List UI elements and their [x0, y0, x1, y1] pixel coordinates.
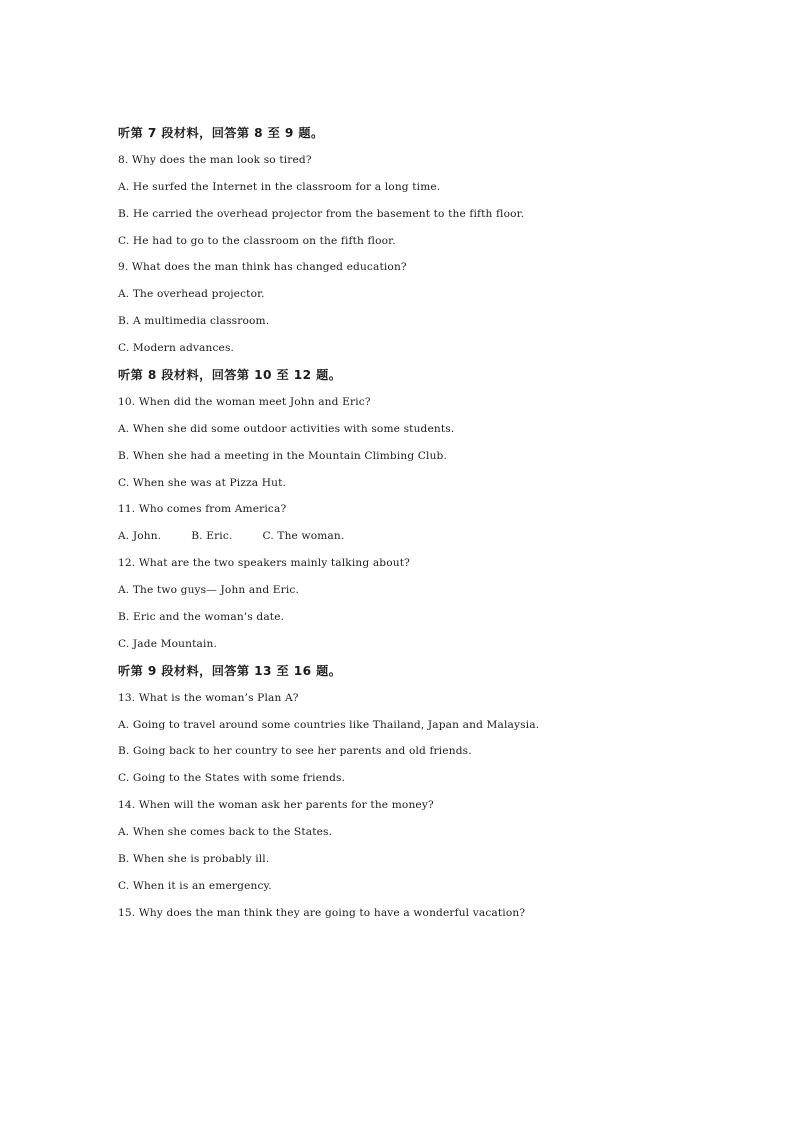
- option-10c: C. When she was at Pizza Hut.: [118, 476, 287, 489]
- section-heading: 听第 7 段材料，回答第 8 至 9 题。: [118, 126, 324, 140]
- option-12b: B. Eric and the woman’s date.: [118, 611, 285, 624]
- question-14: 14. When will the woman ask her parents for the money?: [118, 799, 434, 812]
- option-10b: B. When she had a meeting in the Mountain Climbing Club.: [118, 449, 448, 462]
- option-13c: C. Going to the States with some friends.: [118, 772, 346, 785]
- option-12c: C. Jade Mountain.: [118, 637, 218, 650]
- question-10: 10. When did the woman meet John and Eric?: [118, 395, 371, 408]
- option-14c: C. When it is an emergency.: [118, 879, 272, 892]
- option-10a: A. When she did some outdoor activities with some students.: [118, 422, 455, 435]
- option-8b: B. He carried the overhead projector from the basement to the fifth floor.: [118, 207, 525, 220]
- option-11c: C. The woman.: [262, 530, 345, 543]
- option-14a: A. When she comes back to the States.: [118, 826, 333, 839]
- question-11: 11. Who comes from America?: [118, 503, 287, 516]
- option-11a: A. John.: [118, 530, 162, 543]
- section-heading: 听第 9 段材料，回答第 13 至 16 题。: [118, 663, 342, 678]
- option-9b: B. A multimedia classroom.: [118, 315, 270, 328]
- exam-content: [118, 120, 758, 927]
- question-9: 9. What does the man think has changed education?: [118, 261, 407, 274]
- option-8a: A. He surfed the Internet in the classroom for a long time.: [118, 180, 441, 193]
- options-11: [118, 523, 758, 550]
- question-8: 8. Why does the man look so tired?: [118, 153, 312, 166]
- option-9a: A. The overhead projector.: [118, 288, 265, 301]
- option-12a: A. The two guys— John and Eric.: [118, 584, 300, 597]
- option-13b: B. Going back to her country to see her parents and old friends.: [118, 745, 472, 758]
- question-12: 12. What are the two speakers mainly talking about?: [118, 557, 410, 570]
- option-13a: A. Going to travel around some countries like Thailand, Japan and Malaysia.: [118, 718, 540, 731]
- question-15: 15. Why does the man think they are going to have a wonderful vacation?: [118, 906, 526, 919]
- question-13: 13. What is the woman’s Plan A?: [118, 691, 299, 704]
- option-8c: C. He had to go to the classroom on the fifth floor.: [118, 234, 396, 247]
- section-heading: 听第 8 段材料，回答第 10 至 12 题。: [118, 368, 342, 383]
- option-14b: B. When she is probably ill.: [118, 853, 270, 866]
- option-9c: C. Modern advances.: [118, 342, 235, 355]
- option-11b: B. Eric.: [191, 530, 233, 543]
